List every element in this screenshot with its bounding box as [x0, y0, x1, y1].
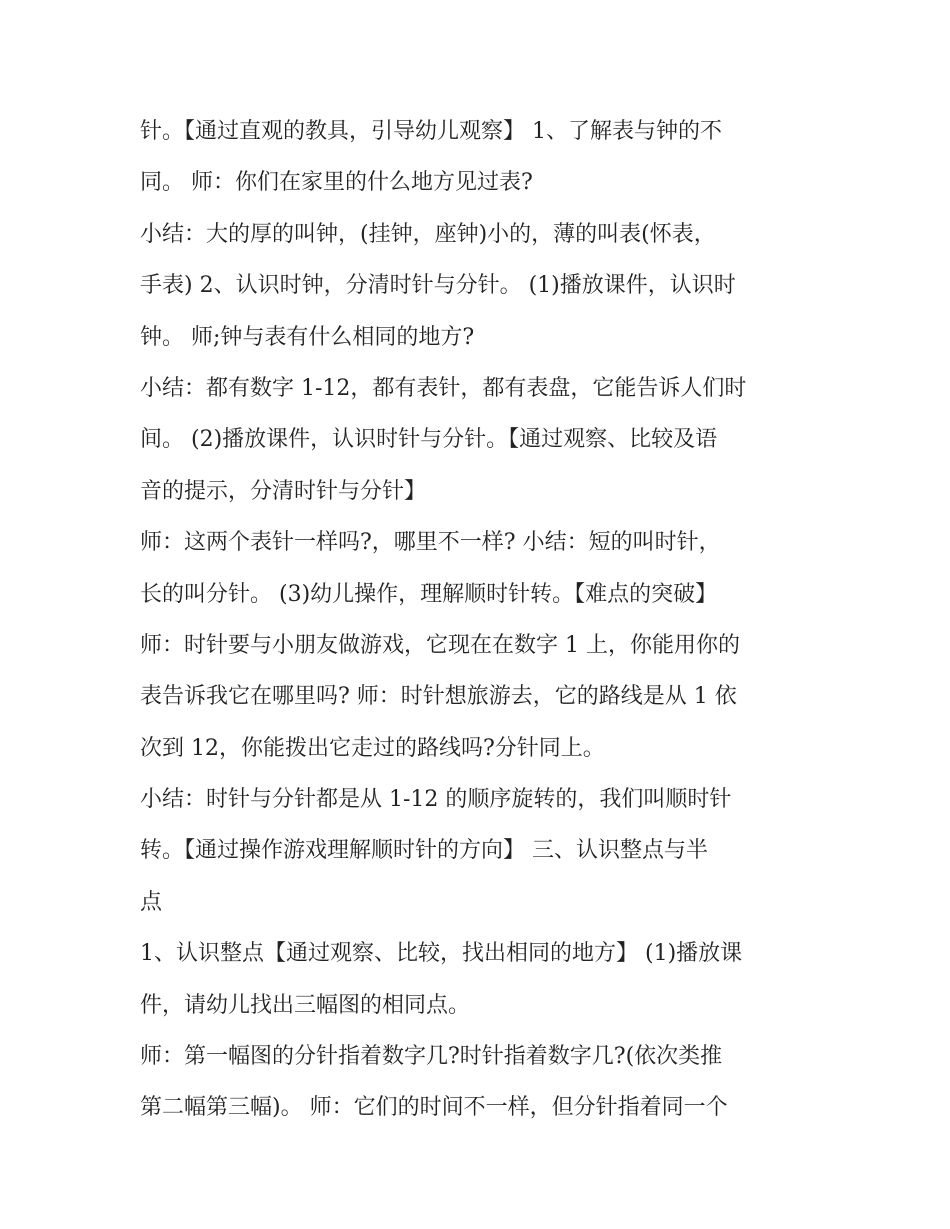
text-line: 师：这两个表针一样吗?，哪里不一样? 小结：短的叫时针，: [140, 530, 721, 556]
text-line: 次到 12，你能拨出它走过的路线吗?分针同上。: [140, 735, 605, 761]
text-line: 1、认识整点【通过观察、比较，找出相同的地方】 (1)播放课: [140, 941, 743, 967]
text-line: 件，请幼儿找出三幅图的相同点。: [140, 992, 471, 1018]
text-line: 第二幅第三幅)。 师：它们的时间不一样，但分针指着同一个: [140, 1095, 728, 1121]
text-line: 手表) 2、认识时钟，分清时针与分针。 (1)播放课件，认识时: [140, 273, 736, 299]
document-body: [140, 106, 812, 1134]
text-line: 同。 师：你们在家里的什么地方见过表?: [140, 170, 533, 196]
text-line: 间。 (2)播放课件，认识时针与分针。【通过观察、比较及语: [140, 427, 718, 453]
text-line: 针。【通过直观的教具，引导幼儿观察】 1、了解表与钟的不: [140, 119, 722, 144]
text-line: 小结：时针与分针都是从 1-12 的顺序旋转的，我们叫顺时针: [140, 787, 732, 813]
text-line: 师：第一幅图的分针指着数字几?时针指着数字几?(依次类推: [140, 1044, 723, 1070]
text-line: 音的提示，分清时针与分针】: [140, 478, 427, 504]
text-line: 师：时针要与小朋友做游戏，它现在在数字 1 上，你能用你的: [140, 632, 740, 658]
text-line: 小结：大的厚的叫钟，(挂钟，座钟)小的，薄的叫表(怀表，: [140, 221, 716, 247]
text-line: 长的叫分针。 (3)幼儿操作，理解顺时针转。【难点的突破】: [140, 581, 718, 607]
text-line: 点: [140, 889, 163, 915]
text-line: 转。【通过操作游戏理解顺时针的方向】 三、认识整点与半: [140, 838, 708, 864]
text-line: 表告诉我它在哪里吗? 师：时针想旅游去，它的路线是从 1 依: [140, 684, 737, 710]
text-line: 钟。 师;钟与表有什么相同的地方?: [140, 324, 475, 350]
text-line: 小结：都有数字 1-12，都有表针，都有表盘，它能告诉人们时: [140, 375, 747, 401]
